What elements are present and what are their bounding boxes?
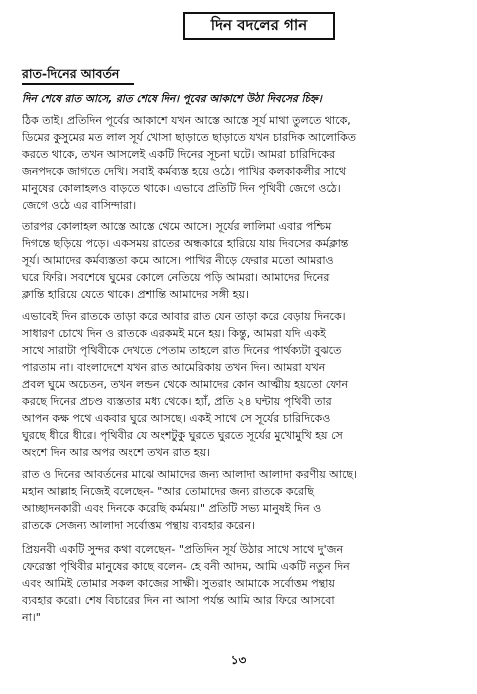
text-line: সাথে সারাটা পৃথিবীকে দেখতে পেতাম তাহলে রাত দিনের পার্থক্যটা বুঝতে xyxy=(22,344,342,357)
text-line: এবং আমিই তোমার সকল কাজের সাক্ষী। সুতরাং আমাকে সর্বোত্তম পন্থায় xyxy=(22,577,335,590)
paragraph-1 xyxy=(22,112,458,214)
text-line: জেগে ওঠে এর বাসিন্দারা। xyxy=(22,199,137,212)
text-line: করছে দিনের প্রচণ্ড ব্যস্ততার মধ্য থেকে। হ্যাঁ, প্রতি ২৪ ঘন্টায় পৃথিবী তার xyxy=(22,395,332,408)
text-line: ঘরে ফিরি। সবশেষে ঘুমের কোলে নেতিয়ে পড়ি আমরা। আমাদের দিনের xyxy=(22,271,330,284)
text-line: না।" xyxy=(22,611,41,624)
text-line: করতে থাকে, তখন আসলেই একটি দিনের সূচনা ঘটে। আমরা চারিদিকের xyxy=(22,148,336,161)
paragraph-3 xyxy=(22,308,458,461)
text-line: আচ্ছাদনকারী এবং দিনকে করেছি কর্মময়।" প্রতিটি সভ্য মানুষই দিন ও xyxy=(22,502,322,515)
text-line: ফেরেস্তা পৃথিবীর মানুষের কাছে বলেন- হে বনী আদম, আমি একটি নতুন দিন xyxy=(22,560,350,573)
text-line: মহান আল্লাহ নিজেই বলেছেন- "আর তোমাদের জন্য রাতকে করেছি xyxy=(22,485,314,498)
text-line: সাধারণ চোখে দিন ও রাতকে এরকমই মনে হয়। কিন্তু, আমরা যদি একই xyxy=(22,327,326,340)
text-line: রাত ও দিনের আবর্তনের মাঝে আমাদের জন্য আলাদা আলাদা করণীয় আছে। xyxy=(22,468,358,481)
text-line: আপন কক্ষ পথে একবার ঘুরে আসছে। একই সাথে সে সূর্যের চারিদিকেও xyxy=(22,412,331,425)
text-line: দিগন্তে ছড়িয়ে পড়ে। একসময় রাতের অন্ধকারে হারিয়ে যায় দিবসের কর্মক্লান্ত xyxy=(22,237,349,250)
text-line: ক্লান্তি হারিয়ে যেতে থাকে। প্রশান্তি আমাদের সঙ্গী হয়। xyxy=(22,288,249,301)
text-line: ঠিক তাই। প্রতিদিন পূর্বের আকাশে যখন আস্তে আস্তে সূর্য মাথা তুলতে থাকে, xyxy=(22,114,351,127)
text-line: ব্যবহার করো। শেষ বিচারের দিন না আসা পর্যন্ত আমি আর ফিরে আসবো xyxy=(22,594,335,607)
text-line: তারপর কোলাহল আস্তে আস্তে থেমে আসে। সূর্যের লালিমা এবার পশ্চিম xyxy=(22,220,332,233)
text-line: জনপদকে জাগতে দেখি। সবাই কর্মব্যস্ত হয়ে ওঠে। পাখির কলকাকলীর সাথে xyxy=(22,165,346,178)
page-title: দিন বদলের গান xyxy=(183,12,335,40)
paragraph-2 xyxy=(22,218,458,303)
text-line: প্রবল ঘুমে অচেতন, তখন লন্ডন থেকে আমাদের কোন আত্মীয় হয়তো ফোন xyxy=(22,378,349,391)
text-line: অংশে দিন আর অপর অংশে তখন রাত হয়। xyxy=(22,446,211,459)
paragraph-5 xyxy=(22,541,458,626)
section-subtitle: দিন শেষে রাত আসে, রাত শেষে দিন। পূবের আকাশে উঠা দিবসের চিহ্ন। xyxy=(22,93,322,105)
section-heading: রাত-দিনের আবর্তন xyxy=(22,66,120,81)
page-number: ১৩ xyxy=(230,653,247,667)
text-line: ডিমের কুসুমের মত লাল সূর্য খোসা ছাড়াতে ছাড়াতে যখন চারদিক আলোকিত xyxy=(22,131,357,144)
paragraph-4 xyxy=(22,466,458,534)
text-line: রাতকে সেজন্য আলাদা সর্বোত্তম পন্থায় ব্যবহার করেন। xyxy=(22,519,255,532)
text-line: ঘুরছে ধীরে ধীরে। পৃথিবীর যে অংশটুকু ঘুরতে ঘুরতে সূর্যের মুখোমুখি হয় সে xyxy=(22,429,343,442)
text-line: মানুষের কোলাহলও বাড়তে থাকে। এভাবে প্রতিটি দিন পৃথিবী জেগে ওঠে। xyxy=(22,182,341,195)
text-line: সূর্য। আমাদের কর্মব্যস্ততা কমে আসে। পাখির নীড়ে ফেরার মতো আমরাও xyxy=(22,254,334,267)
text-line: প্রিয়নবী একটি সুন্দর কথা বলেছেন- "প্রতিদিন সূর্য উঠার সাথে সাথে দু'জন xyxy=(22,543,344,556)
heading-underline xyxy=(22,83,134,85)
text-line: এভাবেই দিন রাতকে তাড়া করে আবার রাত যেন তাড়া করে বেড়ায় দিনকে। xyxy=(22,310,346,323)
text-line: পারতাম না। বাংলাদেশে যখন রাত আমেরিকায় তখন দিন। আমরা যখন xyxy=(22,361,326,374)
